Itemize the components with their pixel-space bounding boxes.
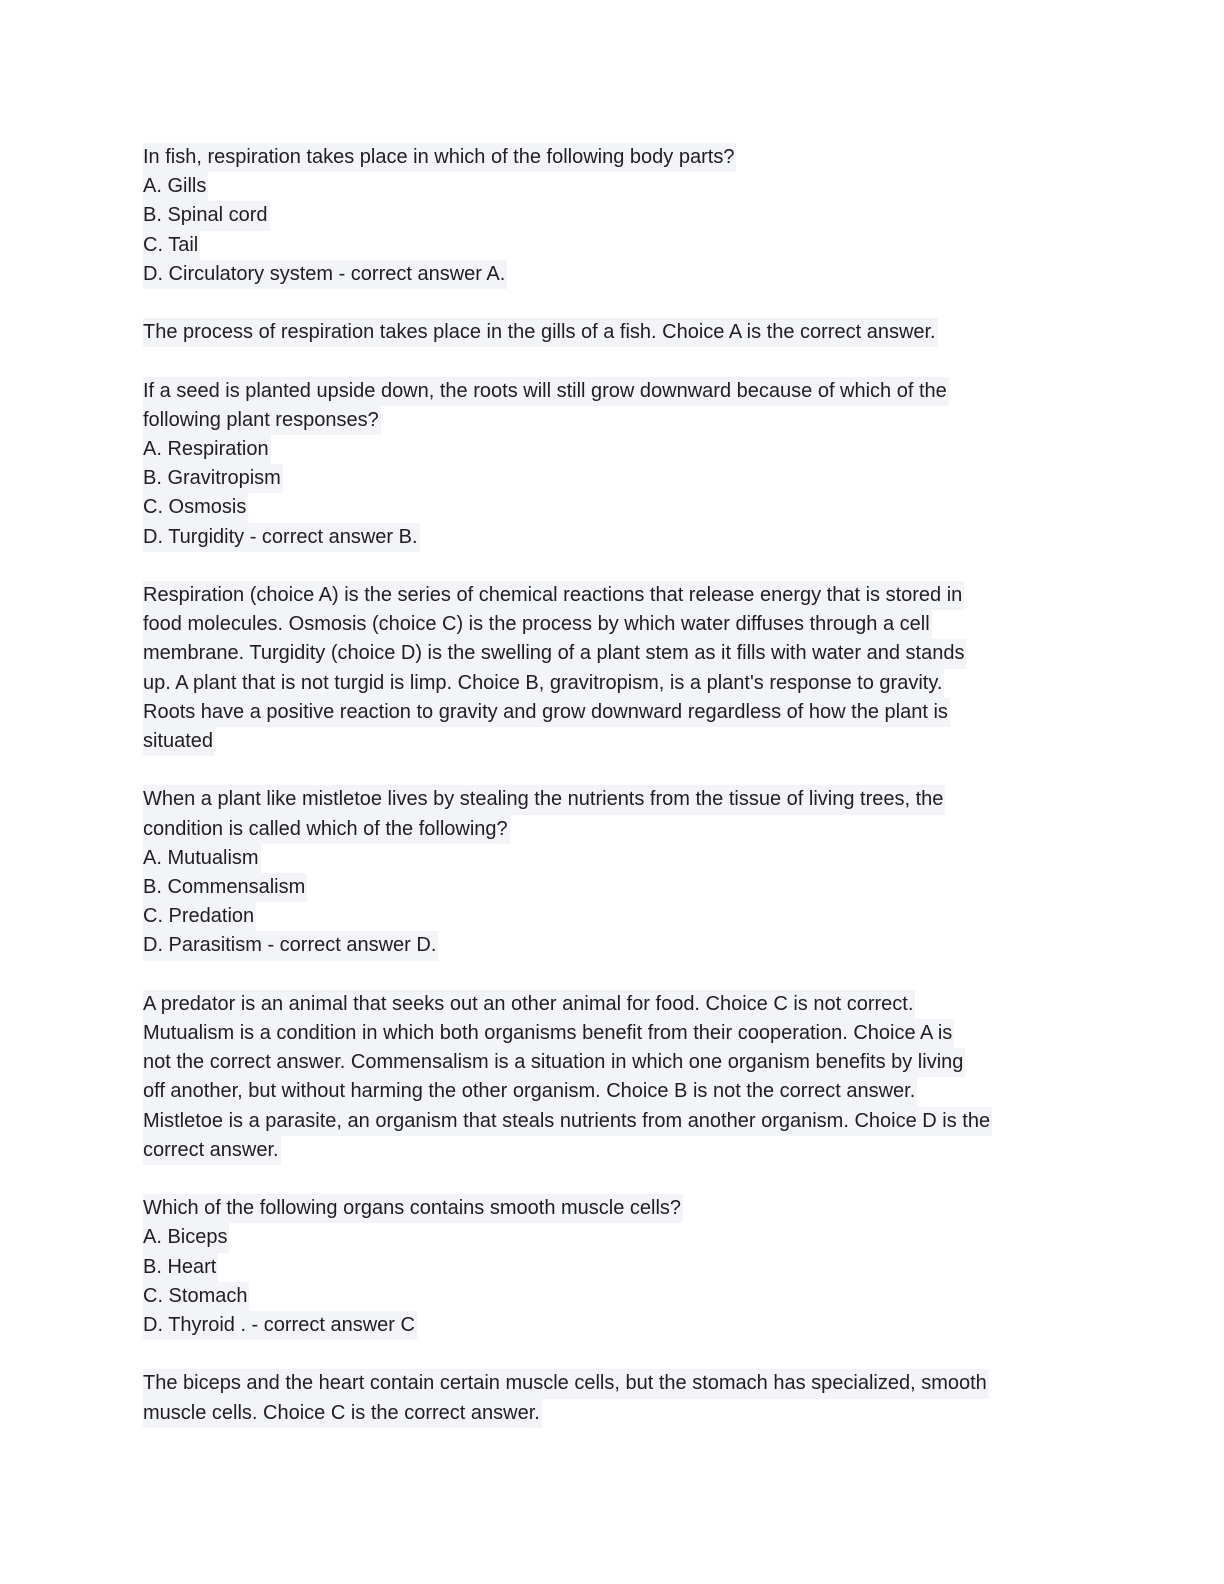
explanation-text: muscle cells. Choice C is the correct answer.	[143, 1399, 542, 1428]
answer-option-c: C. Stomach	[143, 1282, 249, 1311]
explanation-block	[143, 1369, 1083, 1427]
explanation-block	[143, 581, 1083, 756]
answer-option-d: D. Thyroid . - correct answer C	[143, 1311, 417, 1340]
answer-option-a: A. Respiration	[143, 435, 271, 464]
explanation-text: food molecules. Osmosis (choice C) is the process by which water diffuses through a cell	[143, 610, 932, 639]
answer-option-d: D. Circulatory system - correct answer A.	[143, 260, 507, 289]
answer-option-c: C. Osmosis	[143, 493, 248, 522]
answer-option-b: B. Commensalism	[143, 873, 307, 902]
explanation-text: Respiration (choice A) is the series of chemical reactions that release energy that is stored in	[143, 581, 964, 610]
explanation-text: Roots have a positive reaction to gravity and grow downward regardless of how the plant is	[143, 698, 950, 727]
document-content	[143, 143, 1083, 1457]
explanation-text: The process of respiration takes place in the gills of a fish. Choice A is the correct answer.	[143, 318, 938, 347]
explanation-text: membrane. Turgidity (choice D) is the swelling of a plant stem as it fills with water and stands	[143, 639, 966, 668]
answer-option-c: C. Tail	[143, 231, 200, 260]
question-block	[143, 785, 1083, 960]
explanation-text: situated	[143, 727, 215, 756]
answer-option-b: B. Gravitropism	[143, 464, 283, 493]
explanation-block	[143, 990, 1083, 1165]
answer-option-a: A. Biceps	[143, 1223, 229, 1252]
explanation-text: Mistletoe is a parasite, an organism that steals nutrients from another organism. Choice D is the	[143, 1107, 992, 1136]
question-text: following plant responses?	[143, 406, 381, 435]
question-block	[143, 143, 1083, 289]
answer-option-a: A. Mutualism	[143, 844, 261, 873]
explanation-text: not the correct answer. Commensalism is a situation in which one organism benefits by living	[143, 1048, 965, 1077]
explanation-block	[143, 318, 1083, 347]
answer-option-b: B. Spinal cord	[143, 201, 270, 230]
answer-option-a: A. Gills	[143, 172, 208, 201]
question-text: Which of the following organs contains smooth muscle cells?	[143, 1194, 683, 1223]
explanation-text: off another, but without harming the other organism. Choice B is not the correct answer.	[143, 1077, 917, 1106]
answer-option-d: D. Parasitism - correct answer D.	[143, 931, 438, 960]
explanation-text: Mutualism is a condition in which both organisms benefit from their cooperation. Choice A is	[143, 1019, 954, 1048]
answer-option-b: B. Heart	[143, 1253, 218, 1282]
explanation-text: correct answer.	[143, 1136, 281, 1165]
explanation-text: The biceps and the heart contain certain muscle cells, but the stomach has specialized, smooth	[143, 1369, 989, 1398]
answer-option-c: C. Predation	[143, 902, 256, 931]
question-text: If a seed is planted upside down, the roots will still grow downward because of which of the	[143, 377, 949, 406]
answer-option-d: D. Turgidity - correct answer B.	[143, 523, 420, 552]
explanation-text: A predator is an animal that seeks out an other animal for food. Choice C is not correct.	[143, 990, 915, 1019]
question-text: When a plant like mistletoe lives by stealing the nutrients from the tissue of living trees, the	[143, 785, 945, 814]
question-block	[143, 377, 1083, 552]
explanation-text: up. A plant that is not turgid is limp. Choice B, gravitropism, is a plant's response to gravity.	[143, 669, 944, 698]
question-block	[143, 1194, 1083, 1340]
question-text: condition is called which of the following?	[143, 815, 510, 844]
question-text: In fish, respiration takes place in which of the following body parts?	[143, 143, 736, 172]
